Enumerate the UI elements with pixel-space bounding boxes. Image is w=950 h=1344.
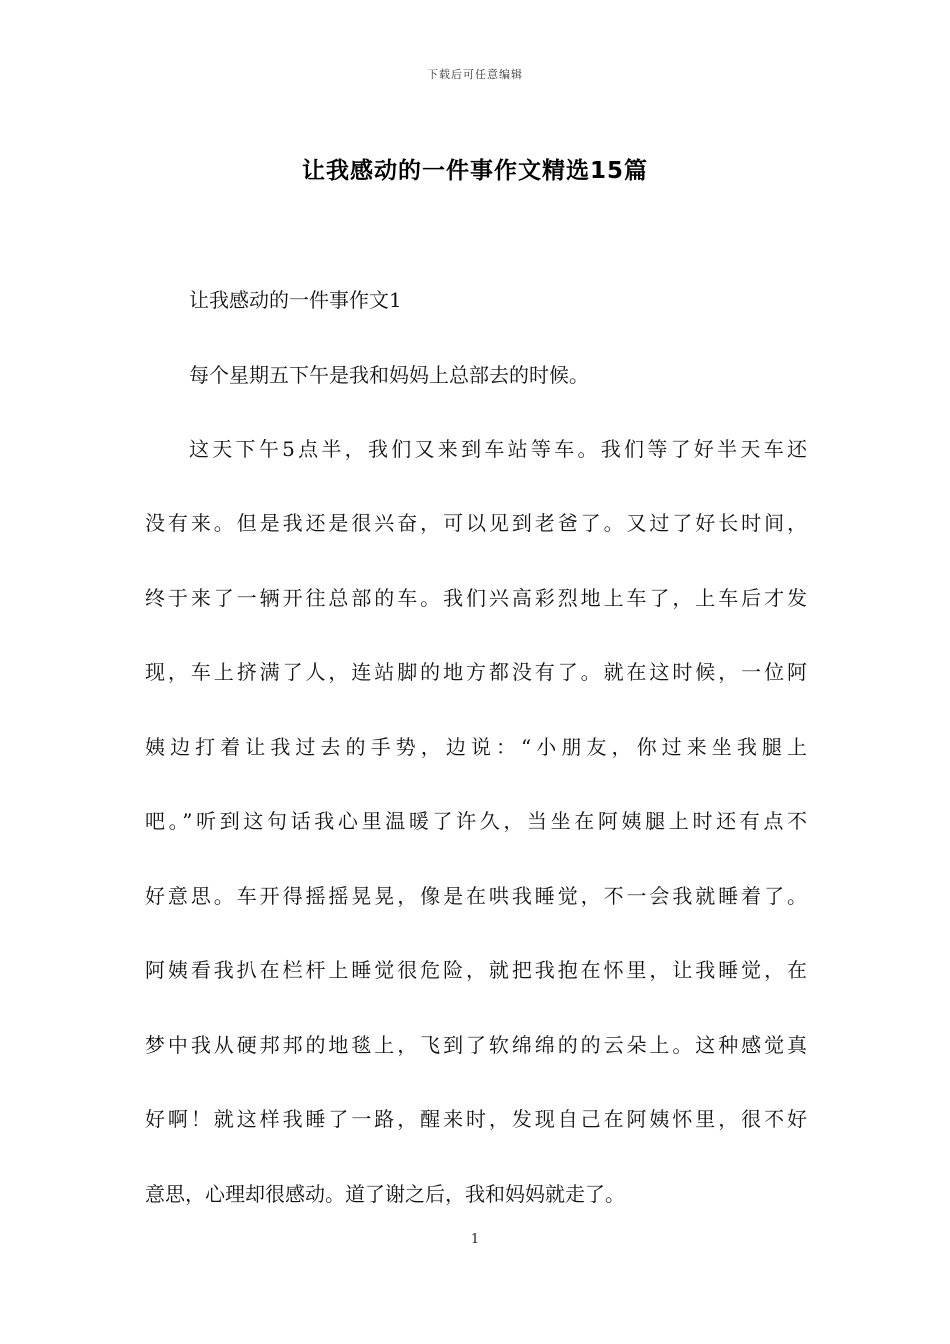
section-heading: 让我感动的一件事作文1: [189, 288, 402, 312]
paragraph-line: 这天下午5点半，我们又来到车站等车。我们等了好半天车还: [189, 437, 807, 461]
paragraph-line: 梦中我从硬邦邦的地毯上，飞到了软绵绵的的云朵上。这种感觉真: [145, 1033, 807, 1057]
paragraph-line: 没有来。但是我还是很兴奋，可以见到老爸了。又过了好长时间，: [145, 511, 807, 535]
paragraph-line: 姨边打着让我过去的手势，边说：“小朋友，你过来坐我腿上: [145, 735, 807, 759]
header-note: 下载后可任意编辑: [427, 68, 523, 81]
paragraph-line: 每个星期五下午是我和妈妈上总部去的时候。: [189, 363, 589, 387]
paragraph-line: 现，车上挤满了人，连站脚的地方都没有了。就在这时候，一位阿: [145, 660, 807, 684]
document-title: 让我感动的一件事作文精选15篇: [301, 158, 648, 184]
paragraph-line: 好啊！就这样我睡了一路，醒来时，发现自己在阿姨怀里，很不好: [145, 1107, 807, 1131]
page-number: 1: [470, 1232, 480, 1247]
paragraph-line: 阿姨看我扒在栏杆上睡觉很危险，就把我抱在怀里，让我睡觉，在: [145, 958, 807, 982]
paragraph-line: 终于来了一辆开往总部的车。我们兴高彩烈地上车了，上车后才发: [145, 586, 807, 610]
paragraph-line: 吧。”听到这句话我心里温暖了许久，当坐在阿姨腿上时还有点不: [145, 809, 807, 833]
paragraph-line: 好意思。车开得摇摇晃晃，像是在哄我睡觉，不一会我就睡着了。: [145, 884, 807, 908]
paragraph-line: 意思，心理却很感动。道了谢之后，我和妈妈就走了。: [145, 1182, 625, 1206]
